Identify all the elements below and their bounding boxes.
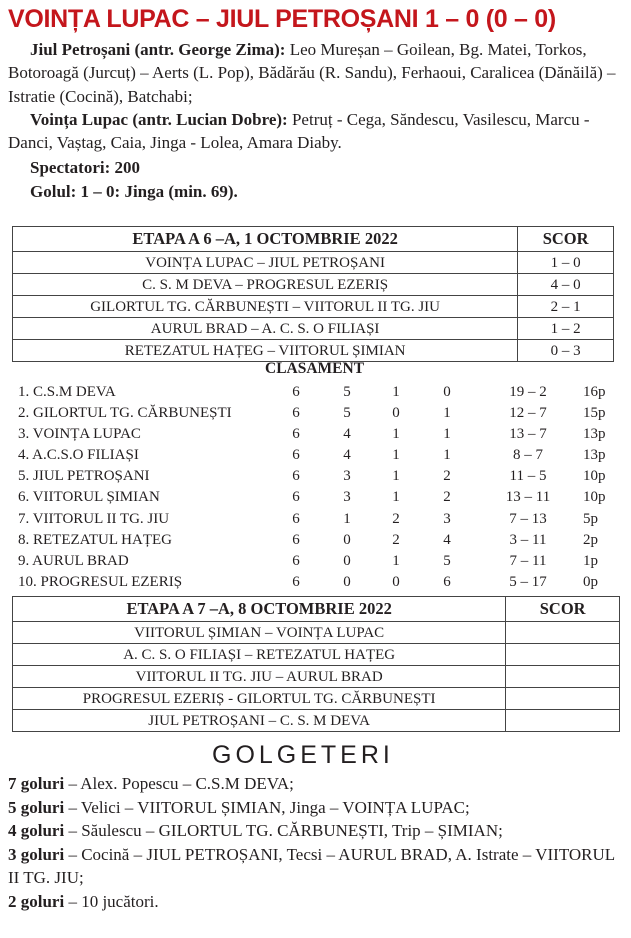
points: 10p bbox=[583, 468, 606, 485]
draws: 0 bbox=[392, 573, 400, 590]
played: 6 bbox=[292, 531, 300, 548]
draws: 2 bbox=[392, 531, 400, 548]
draws: 2 bbox=[392, 510, 400, 527]
score-cell bbox=[506, 710, 620, 732]
match-cell: RETEZATUL HAȚEG – VIITORUL ȘIMIAN bbox=[13, 340, 518, 362]
draws: 1 bbox=[392, 384, 400, 400]
list-item: 4 goluri – Săulescu – GILORTUL TG. CĂRBUNEȘTI, Trip – ȘIMIAN; bbox=[8, 821, 503, 841]
points: 13p bbox=[583, 447, 606, 464]
standings-row bbox=[18, 509, 618, 530]
team-name: 5. JIUL PETROȘANI bbox=[18, 468, 150, 485]
round7-score-header: SCOR bbox=[506, 597, 620, 622]
goal-diff: 19 – 2 bbox=[509, 384, 547, 400]
team-name: 3. VOINȚA LUPAC bbox=[18, 426, 141, 443]
table-row bbox=[13, 622, 620, 644]
jiul-lineup-label: Jiul Petroșani (antr. George Zima): bbox=[30, 40, 286, 59]
standings-row bbox=[18, 466, 618, 487]
wins: 5 bbox=[343, 405, 351, 422]
standings-row bbox=[18, 424, 618, 445]
team-name: 10. PROGRESUL EZERIȘ bbox=[18, 573, 183, 590]
standings-row bbox=[18, 530, 618, 551]
list-item: 2 goluri – 10 jucători. bbox=[8, 891, 159, 911]
losses: 6 bbox=[443, 573, 451, 590]
match-cell: A. C. S. O FILIAȘI – RETEZATUL HAȚEG bbox=[13, 644, 506, 666]
points: 1p bbox=[583, 552, 598, 569]
goal-diff: 13 – 11 bbox=[505, 489, 551, 506]
goal-diff: 11 – 5 bbox=[509, 468, 547, 485]
draws: 1 bbox=[392, 426, 400, 443]
score-cell bbox=[506, 622, 620, 644]
played: 6 bbox=[292, 405, 300, 422]
table-row bbox=[13, 644, 620, 666]
jiul-lineup-players: Leo Mureșan – Goilean, Bg. Matei, Torkos, Botoroagă (Jurcuț) – Aerts (L. Pop), Bădărău (R. Sandu), Ferhaoui, Caralicea (Dănăilă) – Istratie (Cocină), Batchabi; bbox=[8, 40, 616, 106]
draws: 1 bbox=[392, 468, 400, 485]
team-name: 9. AURUL BRAD bbox=[18, 552, 129, 569]
round6-score-header: SCOR bbox=[518, 227, 614, 252]
goal-diff: 8 – 7 bbox=[513, 447, 543, 464]
draws: 1 bbox=[392, 552, 400, 569]
list-item: 5 goluri – Velici – VIITORUL ȘIMIAN, Jinga – VOINȚA LUPAC; bbox=[8, 797, 470, 817]
goal-diff: 3 – 11 bbox=[509, 531, 547, 548]
standings-row bbox=[18, 487, 618, 508]
team-name: 7. VIITORUL II TG. JIU bbox=[18, 510, 170, 527]
round6-header: ETAPA A 6 –A, 1 OCTOMBRIE 2022 bbox=[13, 227, 518, 252]
table-row bbox=[13, 274, 614, 296]
score-cell bbox=[506, 644, 620, 666]
score-cell: 1 – 0 bbox=[518, 252, 614, 274]
losses: 4 bbox=[443, 531, 451, 548]
match-cell: GILORTUL TG. CĂRBUNEȘTI – VIITORUL II TG. JIU bbox=[13, 296, 518, 318]
match-cell: VIITORUL II TG. JIU – AURUL BRAD bbox=[13, 666, 506, 688]
wins: 0 bbox=[343, 552, 351, 569]
goal-diff: 7 – 13 bbox=[509, 510, 547, 527]
losses: 1 bbox=[443, 405, 451, 422]
played: 6 bbox=[292, 510, 300, 527]
draws: 1 bbox=[392, 489, 400, 506]
match-cell: C. S. M DEVA – PROGRESUL EZERIȘ bbox=[13, 274, 518, 296]
wins: 1 bbox=[343, 510, 351, 527]
match-cell: PROGRESUL EZERIȘ - GILORTUL TG. CĂRBUNEȘTI bbox=[13, 688, 506, 710]
table-row bbox=[13, 688, 620, 710]
team-name: 2. GILORTUL TG. CĂRBUNEȘTI bbox=[18, 405, 232, 422]
score-cell: 1 – 2 bbox=[518, 318, 614, 340]
score-cell bbox=[506, 688, 620, 710]
match-cell: VIITORUL ȘIMIAN – VOINȚA LUPAC bbox=[13, 622, 506, 644]
table-row bbox=[13, 252, 614, 274]
wins: 0 bbox=[343, 573, 351, 590]
score-cell: 2 – 1 bbox=[518, 296, 614, 318]
score-cell: 0 – 3 bbox=[518, 340, 614, 362]
played: 6 bbox=[292, 489, 300, 506]
match-cell: VOINȚA LUPAC – JIUL PETROȘANI bbox=[13, 252, 518, 274]
lupac-lineup-label: Voința Lupac (antr. Lucian Dobre): bbox=[30, 110, 288, 129]
jiul-lineup bbox=[8, 38, 626, 108]
losses: 0 bbox=[443, 384, 451, 400]
losses: 1 bbox=[443, 426, 451, 443]
spectators-line: Spectatori: 200 bbox=[30, 158, 141, 177]
table-row bbox=[13, 710, 620, 732]
table-row bbox=[13, 340, 614, 362]
table-row bbox=[13, 318, 614, 340]
points: 5p bbox=[583, 510, 598, 527]
points: 16p bbox=[583, 384, 606, 400]
points: 2p bbox=[583, 531, 598, 548]
standings-row bbox=[18, 551, 618, 572]
round6-header-row bbox=[13, 227, 614, 252]
losses: 2 bbox=[443, 489, 451, 506]
goal-line: Golul: 1 – 0: Jinga (min. 69). bbox=[30, 182, 238, 201]
match-cell: AURUL BRAD – A. C. S. O FILIAȘI bbox=[13, 318, 518, 340]
played: 6 bbox=[292, 552, 300, 569]
standings-title: CLASAMENT bbox=[265, 360, 365, 377]
standings-table bbox=[18, 382, 618, 593]
wins: 0 bbox=[343, 531, 351, 548]
points: 13p bbox=[583, 426, 606, 443]
wins: 3 bbox=[343, 468, 351, 485]
standings-row bbox=[18, 572, 618, 593]
losses: 5 bbox=[443, 552, 451, 569]
goal-diff: 13 – 7 bbox=[509, 426, 547, 443]
wins: 4 bbox=[343, 426, 351, 443]
standings-row bbox=[18, 445, 618, 466]
score-cell bbox=[506, 666, 620, 688]
standings-row bbox=[18, 382, 618, 403]
round7-header: ETAPA A 7 –A, 8 OCTOMBRIE 2022 bbox=[13, 597, 506, 622]
round7-table bbox=[12, 596, 620, 732]
list-item: 7 goluri – Alex. Popescu – C.S.M DEVA; bbox=[8, 774, 294, 793]
points: 10p bbox=[583, 489, 606, 506]
points: 0p bbox=[583, 573, 598, 590]
wins: 5 bbox=[343, 384, 351, 400]
team-name: 1. C.S.M DEVA bbox=[18, 384, 116, 400]
table-row bbox=[13, 666, 620, 688]
losses: 2 bbox=[443, 468, 451, 485]
goal-diff: 12 – 7 bbox=[509, 405, 547, 422]
played: 6 bbox=[292, 573, 300, 590]
lupac-lineup bbox=[8, 108, 626, 155]
scorers-list bbox=[8, 772, 623, 914]
wins: 3 bbox=[343, 489, 351, 506]
played: 6 bbox=[292, 468, 300, 485]
played: 6 bbox=[292, 447, 300, 464]
draws: 1 bbox=[392, 447, 400, 464]
article-title: VOINȚA LUPAC – JIUL PETROȘANI 1 – 0 (0 – 0) bbox=[8, 5, 556, 33]
team-name: 4. A.C.S.O FILIAȘI bbox=[18, 447, 139, 464]
played: 6 bbox=[292, 384, 300, 400]
team-name: 6. VIITORUL ȘIMIAN bbox=[18, 489, 160, 506]
team-name: 8. RETEZATUL HAȚEG bbox=[18, 531, 172, 548]
scorers-title: GOLGETERI bbox=[212, 741, 394, 769]
losses: 3 bbox=[443, 510, 451, 527]
list-item: 3 goluri – Cocină – JIUL PETROȘANI, Tecsi – AURUL BRAD, A. Istrate – VIITORUL II TG. JIU; bbox=[8, 844, 615, 888]
match-cell: JIUL PETROȘANI – C. S. M DEVA bbox=[13, 710, 506, 732]
goal-diff: 5 – 17 bbox=[509, 573, 547, 590]
round7-header-row bbox=[13, 597, 620, 622]
wins: 4 bbox=[343, 447, 351, 464]
played: 6 bbox=[292, 426, 300, 443]
standings-row bbox=[18, 403, 618, 424]
score-cell: 4 – 0 bbox=[518, 274, 614, 296]
goal-diff: 7 – 11 bbox=[509, 552, 547, 569]
lupac-lineup-players: Petruț - Cega, Săndescu, Vasilescu, Marcu - Danci, Vaștag, Caia, Jinga - Lolea, Amara Diaby. bbox=[8, 110, 590, 153]
losses: 1 bbox=[443, 447, 451, 464]
draws: 0 bbox=[392, 405, 400, 422]
round6-table bbox=[12, 226, 614, 362]
points: 15p bbox=[583, 405, 606, 422]
table-row bbox=[13, 296, 614, 318]
